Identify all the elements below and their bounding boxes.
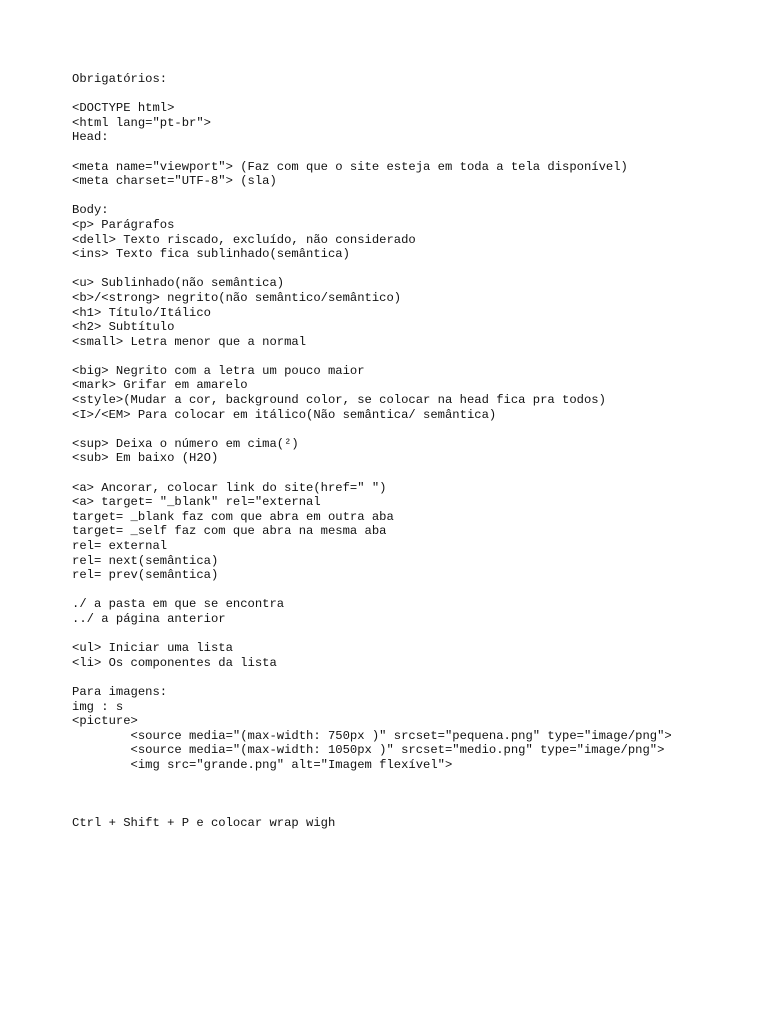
blank-line (72, 787, 752, 802)
text-line: <big> Negrito com a letra um pouco maior (72, 363, 365, 378)
blank-line (72, 422, 752, 437)
text-line: <li> Os componentes da lista (72, 655, 277, 670)
text-line: Head: (72, 130, 109, 145)
blank-line (72, 87, 752, 102)
text-line: <ins> Texto fica sublinhado(semântica) (72, 247, 350, 262)
text-line: rel= prev(semântica) (72, 568, 219, 583)
text-line: <a> Ancorar, colocar link do site(href=" ") (72, 480, 387, 495)
text-line: <sup> Deixa o número em cima(²) (72, 436, 299, 451)
text-line: <b>/<strong> negrito(não semântico/semântico) (72, 290, 402, 305)
text-line: <img src="grande.png" alt="Imagem flexível"> (72, 757, 453, 772)
text-line: <p> Parágrafos (72, 217, 175, 232)
text-line: <small> Letra menor que a normal (72, 334, 307, 349)
text-line: img : s (72, 699, 124, 714)
blank-line (72, 627, 752, 642)
text-line: <mark> Grifar em amarelo (72, 378, 248, 393)
text-line: <ul> Iniciar uma lista (72, 641, 233, 656)
text-line: target= _self faz com que abra na mesma aba (72, 524, 387, 539)
text-line: Ctrl + Shift + P e colocar wrap wigh (72, 816, 336, 831)
blank-line (72, 802, 752, 817)
text-line: Obrigatórios: (72, 72, 168, 86)
blank-line (72, 262, 752, 277)
text-line: <meta name="viewport"> (Faz com que o site esteja em toda a tela disponível) (72, 159, 628, 174)
text-line: <source media="(max-width: 1050px )" srcset="medio.png" type="image/png"> (72, 743, 665, 758)
text-line: rel= next(semântica) (72, 553, 219, 568)
text-line: <style>(Mudar a cor, background color, se colocar na head fica pra todos) (72, 393, 606, 408)
text-line: ../ a página anterior (72, 611, 226, 626)
text-line: <h2> Subtítulo (72, 320, 175, 335)
blank-line (72, 145, 752, 160)
text-line: target= _blank faz com que abra em outra aba (72, 509, 394, 524)
text-line: rel= external (72, 539, 168, 553)
text-line: <DOCTYPE html> (72, 101, 175, 116)
text-line: Body: (72, 203, 109, 218)
text-line: <meta charset="UTF-8"> (sla) (72, 174, 277, 189)
text-line: <a> target= "_blank" rel="external (72, 495, 321, 510)
text-line: <h1> Título/Itálico (72, 305, 211, 320)
text-line: <sub> Em baixo (H2O) (72, 451, 219, 466)
text-line: <I>/<EM> Para colocar em itálico(Não semântica/ semântica) (72, 407, 497, 422)
blank-line (72, 466, 752, 481)
text-line: <source media="(max-width: 750px )" srcset="pequena.png" type="image/png"> (72, 728, 672, 743)
blank-line (72, 670, 752, 685)
blank-line (72, 583, 752, 598)
text-line: <dell> Texto riscado, excluído, não considerado (72, 232, 416, 247)
text-line: <picture> (72, 714, 138, 729)
text-line: <html lang="pt-br"> (72, 115, 211, 130)
blank-line (72, 189, 752, 204)
document-body (72, 72, 752, 831)
text-line: ./ a pasta em que se encontra (72, 597, 285, 612)
text-line: <u> Sublinhado(não semântica) (72, 276, 285, 291)
blank-line (72, 349, 752, 364)
text-line: Para imagens: (72, 684, 168, 699)
blank-line (72, 773, 752, 788)
